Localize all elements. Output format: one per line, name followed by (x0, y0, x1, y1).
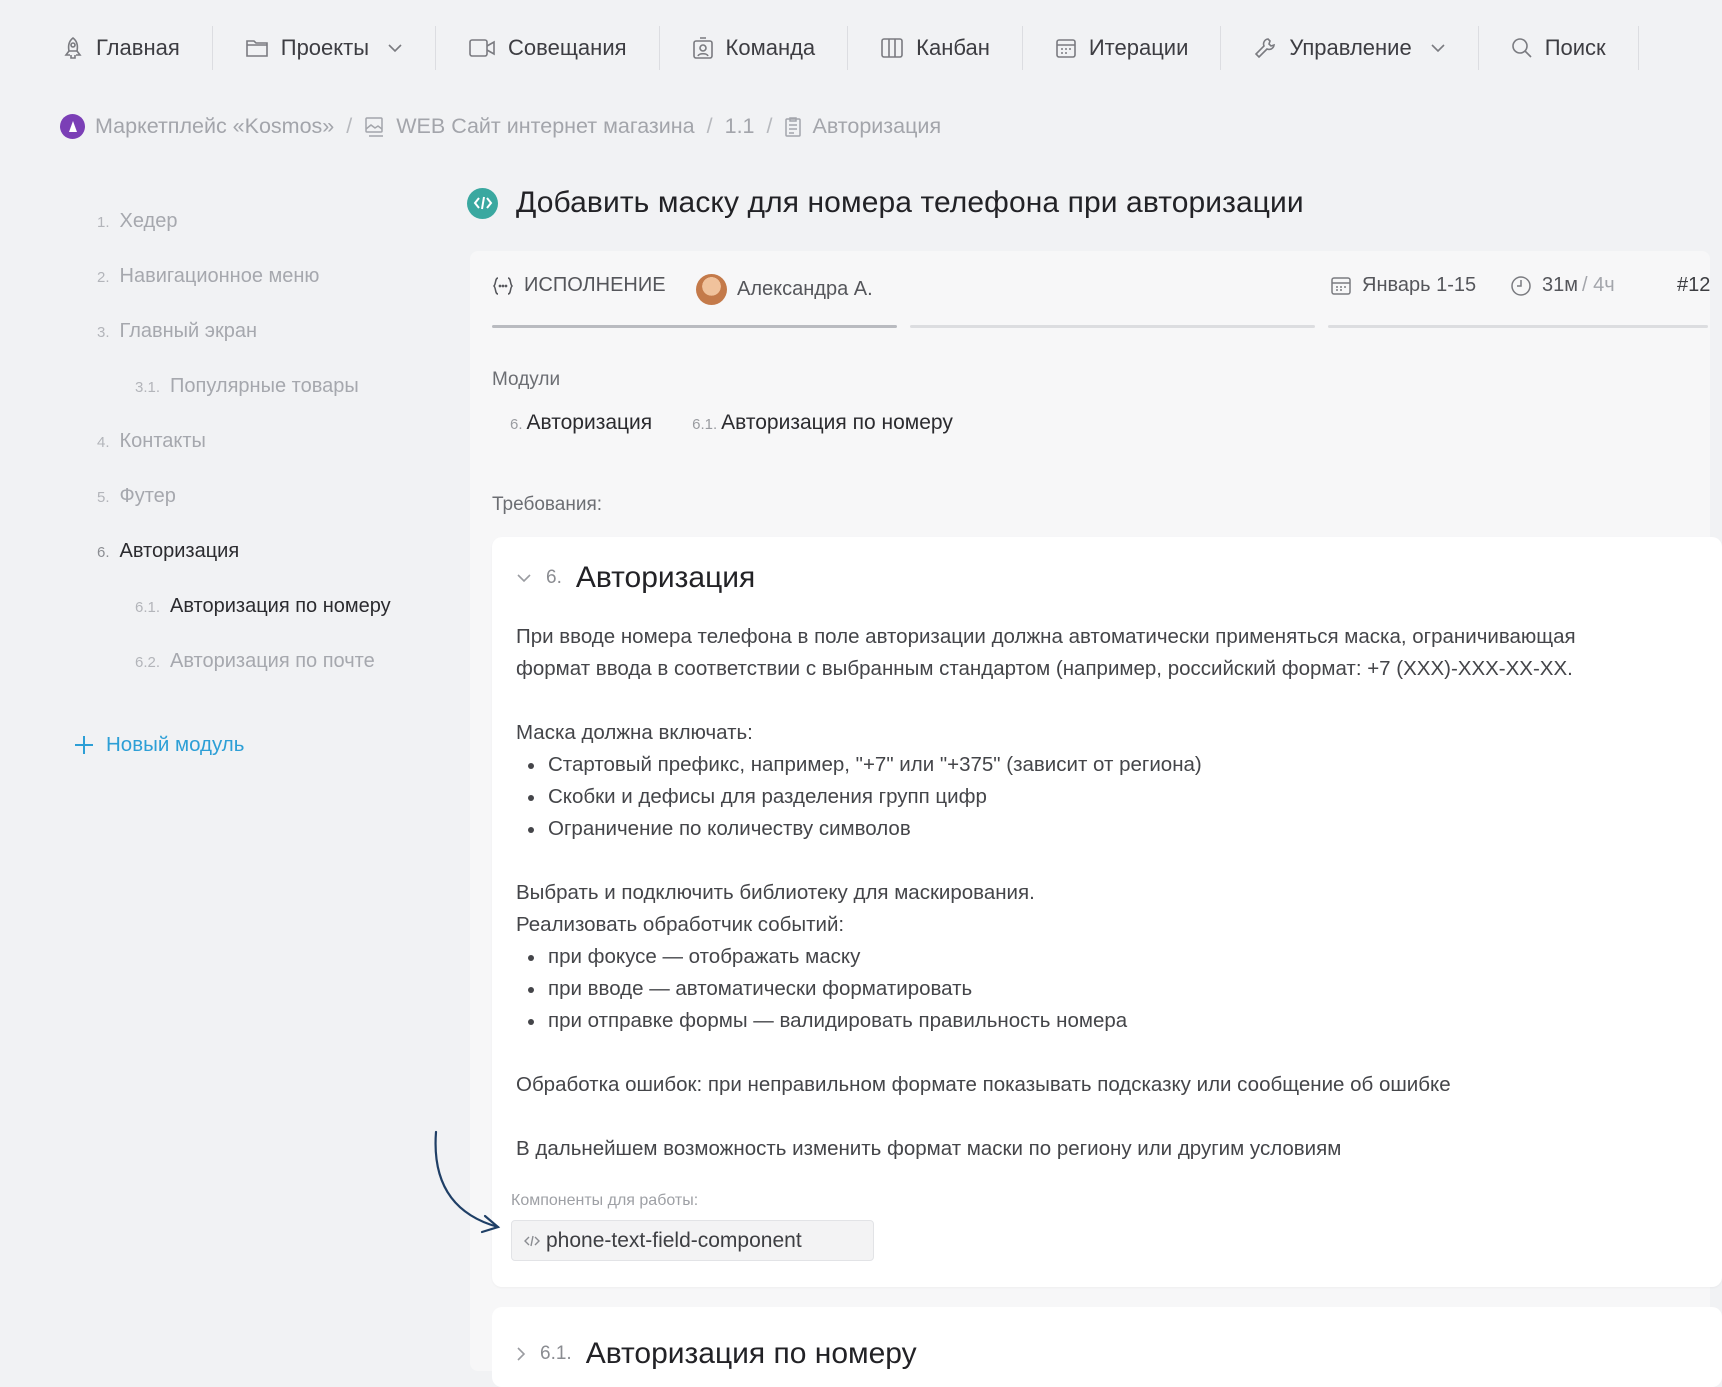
breadcrumb-separator: / (766, 114, 773, 138)
braces-icon (492, 276, 514, 296)
tree-item-header[interactable] (97, 210, 477, 265)
tree-item-label: Авторизация по почте (170, 650, 375, 672)
breadcrumb-section[interactable]: WEB Сайт интернет магазина (396, 114, 695, 138)
assignee-name: Александра А. (737, 278, 873, 300)
nav-home[interactable] (62, 26, 212, 70)
calendar-icon (1055, 37, 1077, 59)
tree-item-contacts[interactable] (97, 430, 477, 485)
requirement-card-header[interactable] (516, 1337, 917, 1371)
chevron-right-icon (516, 1346, 526, 1362)
team-icon (692, 36, 714, 60)
tree-item-num: 3. (97, 324, 110, 341)
progress-segment (910, 325, 1315, 328)
calendar-icon (1330, 276, 1352, 296)
project-logo-icon (60, 114, 85, 139)
tree-item-auth-email[interactable] (97, 650, 477, 705)
code-icon (467, 188, 498, 219)
wrench-icon (1253, 36, 1277, 60)
nav-iterations-label: Итерации (1088, 35, 1189, 60)
breadcrumb (60, 114, 941, 139)
search-icon (1511, 37, 1533, 59)
progress-segment-active (492, 325, 897, 328)
breadcrumb-separator: / (346, 114, 353, 138)
progress-segment (1328, 325, 1708, 328)
list-item: Стартовый префикс, например, "+7" или "+375" (зависит от региона) (548, 749, 1716, 781)
task-id: #12 (1677, 274, 1711, 296)
nav-iterations[interactable] (1023, 26, 1221, 70)
video-icon (468, 37, 496, 59)
breadcrumb-page: Авторизация (812, 114, 942, 138)
tree-item-num: 3.1. (135, 379, 161, 396)
task-title: Добавить маску для номера телефона при авторизации (516, 186, 1304, 219)
time-spent: 31м (1542, 274, 1578, 296)
module-tree (97, 210, 477, 705)
tree-item-label: Хедер (119, 210, 178, 232)
module-label: Авторизация (526, 411, 653, 434)
top-nav (0, 0, 1680, 96)
modules-list (510, 411, 953, 435)
requirement-description (516, 621, 1716, 1165)
status-label: ИСПОЛНЕНИЕ (524, 274, 666, 296)
tree-item-num: 1. (97, 214, 110, 231)
tree-item-nav-menu[interactable] (97, 265, 477, 320)
plus-icon (74, 735, 94, 755)
tree-item-label: Популярные товары (170, 375, 359, 397)
nav-meetings-label: Совещания (508, 35, 627, 60)
nav-management-label: Управление (1289, 35, 1412, 60)
requirement-card-header[interactable] (516, 561, 755, 595)
status-tab[interactable] (492, 274, 666, 297)
nav-home-label: Главная (96, 35, 180, 60)
assignee-tab[interactable] (696, 274, 873, 305)
task-header (467, 186, 1304, 220)
kanban-icon (880, 37, 904, 59)
requirement-title: Авторизация (575, 561, 756, 594)
avatar (696, 274, 727, 305)
breadcrumb-project[interactable]: Маркетплейс «Kosmos» (95, 114, 335, 138)
paragraph: Обработка ошибок: при неправильном формате показывать подсказку или сообщение об ошибке (516, 1073, 1451, 1096)
requirement-num: 6.1. (540, 1343, 572, 1364)
breadcrumb-version[interactable]: 1.1 (724, 114, 755, 138)
tree-item-num: 5. (97, 489, 110, 506)
module-chip[interactable] (692, 411, 953, 435)
nav-team[interactable] (660, 26, 848, 70)
requirement-num: 6. (546, 567, 562, 588)
tree-item-num: 6.2. (135, 654, 161, 671)
clipboard-icon (784, 116, 802, 138)
annotation-arrow-icon (425, 1128, 505, 1238)
module-chip[interactable] (510, 411, 652, 435)
paragraph: формат ввода в соответствии с выбранным стандартом (например, российский формат: +7 (XXX)-XXX-XX-XX. (516, 657, 1573, 680)
tree-item-label: Главный экран (119, 320, 258, 342)
tree-item-num: 2. (97, 269, 110, 286)
chevron-down-icon (1430, 43, 1446, 53)
components-label: Компоненты для работы: (511, 1192, 699, 1209)
tree-item-auth[interactable] (97, 540, 477, 595)
paragraph: Реализовать обработчик событий: (516, 913, 845, 936)
sprint-tab[interactable] (1330, 274, 1476, 297)
nav-kanban[interactable] (848, 26, 1022, 70)
module-num: 6. (510, 416, 523, 433)
tree-item-auth-phone[interactable] (97, 595, 477, 650)
list-item: Ограничение по количеству символов (548, 813, 1716, 845)
component-chip[interactable] (511, 1220, 874, 1261)
modules-label: Модули (492, 369, 561, 390)
component-name: phone-text-field-component (546, 1228, 802, 1252)
tree-item-label: Контакты (119, 430, 206, 452)
new-module-button[interactable] (74, 733, 244, 757)
tree-item-main-screen[interactable] (97, 320, 477, 375)
list-item: при отправке формы — валидировать правильность номера (548, 1005, 1716, 1037)
paragraph: В дальнейшем возможность изменить формат маски по региону или другим условиям (516, 1137, 1342, 1160)
bullet-list (516, 941, 1716, 1037)
nav-divider (1638, 26, 1639, 70)
tree-item-num: 4. (97, 434, 110, 451)
paragraph: Выбрать и подключить библиотеку для маскирования. (516, 881, 1035, 904)
rocket-icon (62, 36, 84, 60)
nav-kanban-label: Канбан (916, 35, 990, 60)
nav-meetings[interactable] (436, 26, 659, 70)
image-icon (364, 116, 386, 138)
module-label: Авторизация по номеру (721, 411, 953, 434)
chevron-down-icon (387, 43, 403, 53)
tree-item-footer[interactable] (97, 485, 477, 540)
tree-item-label: Футер (119, 485, 176, 507)
nav-search[interactable] (1479, 26, 1638, 70)
tree-item-num: 6.1. (135, 599, 161, 616)
task-meta-bar (492, 251, 1711, 331)
tree-item-label: Навигационное меню (119, 265, 320, 287)
time-tab[interactable] (1510, 274, 1615, 297)
tree-item-popular-products[interactable] (97, 375, 477, 430)
time-total: / 4ч (1582, 274, 1615, 296)
paragraph: Маска должна включать: (516, 721, 753, 744)
tree-item-num: 6. (97, 544, 110, 561)
requirement-card (492, 537, 1722, 1287)
bullet-list (516, 749, 1716, 845)
list-item: при фокусе — отображать маску (548, 941, 1716, 973)
requirements-label: Требования: (492, 494, 603, 515)
nav-management[interactable] (1221, 26, 1477, 70)
tree-item-label: Авторизация по номеру (170, 595, 391, 617)
sprint-label: Январь 1-15 (1362, 274, 1477, 296)
nav-projects-label: Проекты (280, 35, 370, 60)
list-item: при вводе — автоматически форматировать (548, 973, 1716, 1005)
nav-search-label: Поиск (1544, 35, 1606, 60)
tree-item-label: Авторизация (119, 540, 240, 562)
breadcrumb-separator: / (706, 114, 713, 138)
module-num: 6.1. (692, 416, 718, 433)
folder-icon (245, 37, 269, 59)
nav-projects[interactable] (213, 26, 435, 70)
task-panel (470, 251, 1710, 1371)
code-icon (524, 1234, 540, 1248)
clock-icon (1510, 275, 1532, 297)
list-item: Скобки и дефисы для разделения групп цифр (548, 781, 1716, 813)
new-module-label: Новый модуль (106, 733, 245, 756)
nav-team-label: Команда (725, 35, 816, 60)
requirement-title: Авторизация по номеру (585, 1337, 917, 1370)
paragraph: При вводе номера телефона в поле авторизации должна автоматически применяться маска, ограничивающая (516, 625, 1576, 648)
requirement-card-collapsed (492, 1307, 1722, 1387)
chevron-down-icon (516, 573, 532, 583)
